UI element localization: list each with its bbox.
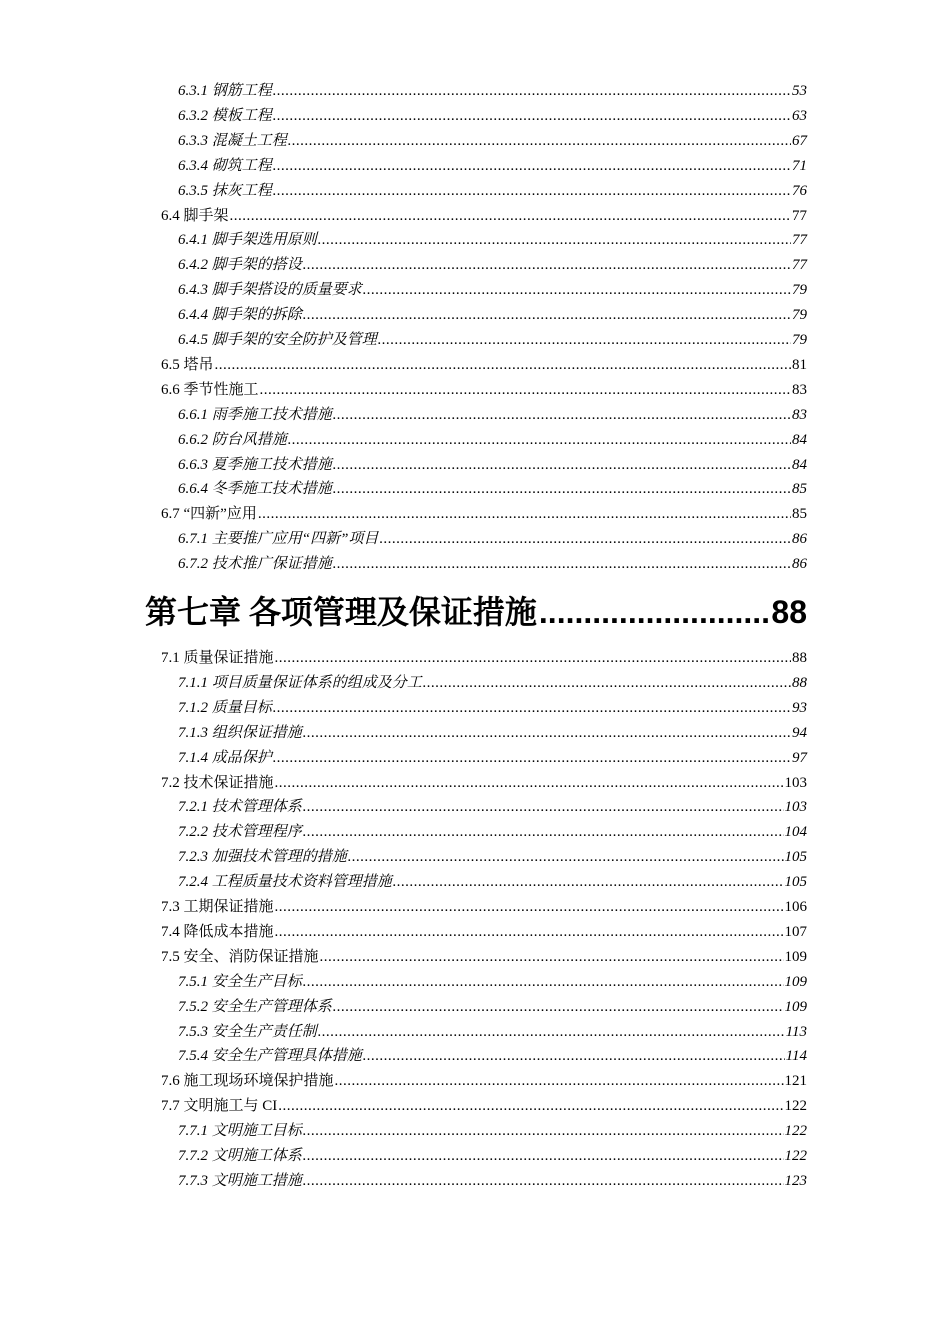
toc-entry[interactable]: [178, 748, 807, 768]
toc-entry-label: 6.4.1 脚手架选用原则: [178, 232, 317, 249]
toc-entry-label: 7.1.3 组织保证措施: [178, 724, 302, 741]
leader-dots: [215, 355, 791, 375]
toc-entry[interactable]: [178, 1022, 807, 1042]
toc-entry[interactable]: [178, 797, 807, 817]
toc-entry-label: 7.5.2 安全生产管理体系: [178, 998, 332, 1015]
toc-entry-page-number: 79: [792, 282, 807, 299]
toc-entry-page-number: 122: [784, 1148, 807, 1164]
toc-entry-page-number: 106: [784, 899, 807, 915]
toc-entry[interactable]: [178, 156, 807, 176]
toc-entry[interactable]: [178, 822, 807, 842]
toc-entry-page-number: 53: [792, 83, 807, 99]
toc-entry[interactable]: [178, 1121, 807, 1141]
toc-entry[interactable]: [178, 698, 807, 718]
toc-entry-page-number: 113: [785, 1023, 807, 1040]
toc-entry[interactable]: [178, 405, 807, 425]
toc-entry-page-number: 79: [792, 332, 807, 348]
toc-entry-label: 7.2.3 加强技术管理的措施: [178, 849, 347, 866]
toc-entry[interactable]: [178, 280, 807, 300]
toc-entry-label: 6.7.2 技术推广保证措施: [178, 556, 332, 573]
leader-dots: [393, 872, 784, 892]
toc-entry-label: 7.7.2 文明施工体系: [178, 1148, 302, 1164]
leader-dots: [539, 590, 772, 634]
toc-entry[interactable]: [178, 106, 807, 126]
chapter-number: 第七章: [145, 594, 242, 630]
leader-dots: [275, 897, 784, 917]
leader-dots: [275, 922, 784, 942]
toc-entry-label: 7.1.2 质量目标: [178, 699, 272, 716]
toc-entry-page-number: 103: [784, 799, 807, 816]
toc-entry-page-number: 109: [784, 998, 807, 1015]
leader-dots: [378, 330, 791, 350]
toc-entry-page-number: 103: [784, 774, 807, 791]
toc-entry-label: 7.2 技术保证措施: [161, 774, 274, 791]
toc-entry[interactable]: [161, 897, 807, 917]
toc-entry-page-number: 104: [784, 824, 807, 841]
toc-entry-label: 6.4 脚手架: [161, 207, 229, 224]
leader-dots: [273, 106, 791, 126]
toc-entry-label: 7.5.3 安全生产责任制: [178, 1023, 317, 1040]
leader-dots: [333, 405, 791, 425]
leader-dots: [288, 131, 791, 151]
toc-entry-label: 6.6.2 防台风措施: [178, 431, 287, 448]
leader-dots: [303, 1121, 784, 1141]
toc-entry[interactable]: [178, 529, 807, 549]
toc-entry-label: 6.3.3 混凝土工程: [178, 132, 287, 149]
toc-entry-label: 7.7 文明施工与 CI: [161, 1098, 278, 1115]
leader-dots: [230, 206, 791, 226]
toc-entry-label: 6.4.5 脚手架的安全防护及管理: [178, 332, 377, 348]
toc-entry-label: 6.6.1 雨季施工技术措施: [178, 406, 332, 423]
toc-entry-label: 7.5 安全、消防保证措施: [161, 948, 319, 965]
toc-entry[interactable]: [178, 1046, 807, 1066]
toc-entry[interactable]: [161, 1071, 807, 1091]
leader-dots: [273, 698, 791, 718]
toc-entry-page-number: 105: [784, 849, 807, 866]
toc-entry-page-number: 63: [792, 107, 807, 124]
leader-dots: [379, 529, 791, 549]
leader-dots: [273, 181, 791, 201]
toc-entry-label: 7.2.4 工程质量技术资料管理措施: [178, 874, 392, 891]
leader-dots: [363, 1046, 785, 1066]
toc-entry-label: 6.6 季节性施工: [161, 381, 259, 398]
toc-entry-page-number: 85: [792, 481, 807, 498]
toc-entry[interactable]: [178, 997, 807, 1017]
toc-entry[interactable]: [178, 872, 807, 892]
toc-entry[interactable]: [178, 305, 807, 325]
leader-dots: [335, 1071, 784, 1091]
leader-dots: [318, 1022, 785, 1042]
toc-entry-page-number: 83: [792, 381, 807, 398]
toc-entry-label: 7.1 质量保证措施: [161, 650, 274, 666]
toc-entry-label: 6.3.5 抹灰工程: [178, 182, 272, 199]
toc-entry[interactable]: [178, 972, 807, 992]
toc-entry-page-number: 109: [784, 973, 807, 990]
leader-dots: [303, 723, 791, 743]
toc-entry-label: 6.7 “四新”应用: [161, 506, 257, 523]
toc-entry-page-number: 76: [792, 182, 807, 199]
toc-entry-page-number: 123: [784, 1172, 807, 1189]
toc-entry-page-number: 81: [792, 356, 807, 373]
toc-entry-page-number: 94: [792, 724, 807, 741]
toc-entry[interactable]: [178, 131, 807, 151]
toc-entry[interactable]: [161, 922, 807, 942]
leader-dots: [273, 81, 791, 101]
toc-entry-page-number: 114: [785, 1048, 807, 1065]
toc-entry-label: 6.3.1 钢筋工程: [178, 83, 272, 99]
toc-entry[interactable]: [161, 773, 807, 793]
leader-dots: [258, 504, 791, 524]
toc-entry-page-number: 122: [784, 1123, 807, 1140]
toc-entry[interactable]: [178, 330, 807, 350]
leader-dots: [320, 947, 784, 967]
toc-entry-label: 6.3.2 模板工程: [178, 107, 272, 124]
toc-entry-label: 6.3.4 砌筑工程: [178, 157, 272, 174]
toc-entry-page-number: 88: [792, 650, 807, 666]
toc-entry[interactable]: [178, 723, 807, 743]
toc-entry-page-number: 77: [792, 257, 807, 274]
toc-entry[interactable]: [178, 1146, 807, 1166]
toc-entry-page-number: 88: [792, 674, 807, 691]
toc-entry-label: 7.6 施工现场环境保护措施: [161, 1073, 334, 1090]
leader-dots: [303, 797, 784, 817]
toc-entry-label: 7.7.1 文明施工目标: [178, 1123, 302, 1140]
toc-entry-label: 6.6.3 夏季施工技术措施: [178, 456, 332, 473]
toc-entry-page-number: 97: [792, 749, 807, 766]
toc-entry-label: 7.7.3 文明施工措施: [178, 1172, 302, 1189]
toc-entry-label: 6.4.2 脚手架的搭设: [178, 257, 302, 274]
toc-entry-page-number: 79: [792, 307, 807, 324]
toc-entry-page-number: 109: [784, 948, 807, 965]
toc-entry-page-number: 86: [792, 556, 807, 573]
toc-entry-page-number: 86: [792, 531, 807, 548]
toc-entry-page-number: 77: [792, 232, 807, 249]
toc-entry[interactable]: [178, 430, 807, 450]
toc-entry-label: 6.4.4 脚手架的拆除: [178, 307, 302, 324]
toc-entry[interactable]: [178, 181, 807, 201]
toc-entry[interactable]: [178, 1171, 807, 1191]
toc-entry[interactable]: [178, 847, 807, 867]
toc-entry[interactable]: [178, 673, 807, 693]
toc-entry-label: 7.1.1 项目质量保证体系的组成及分工: [178, 674, 422, 691]
toc-entry[interactable]: [161, 648, 807, 668]
toc-entry-page-number: 85: [792, 506, 807, 523]
leader-dots: [273, 748, 791, 768]
leader-dots: [348, 847, 784, 867]
toc-entry-page-number: 67: [792, 132, 807, 149]
toc-entry[interactable]: [161, 1096, 807, 1116]
toc-entry-label: 7.2.1 技术管理体系: [178, 799, 302, 816]
toc-entry-page-number: 84: [792, 456, 807, 473]
toc-entry[interactable]: [178, 479, 807, 499]
leader-dots: [333, 479, 791, 499]
toc-entry-label: 6.6.4 冬季施工技术措施: [178, 481, 332, 498]
leader-dots: [363, 280, 791, 300]
toc-entry-label: 6.5 塔吊: [161, 356, 214, 373]
toc-entry[interactable]: [178, 554, 807, 574]
leader-dots: [303, 1171, 784, 1191]
chapter-page-number: 88: [771, 594, 807, 630]
toc-entry-page-number: 71: [792, 157, 807, 174]
toc-entry-label: 7.3 工期保证措施: [161, 899, 274, 915]
toc-entry[interactable]: [178, 81, 807, 101]
toc-entry[interactable]: [161, 355, 807, 375]
leader-dots: [303, 305, 791, 325]
leader-dots: [303, 1146, 784, 1166]
toc-entry-page-number: 122: [784, 1098, 807, 1115]
toc-entry-page-number: 84: [792, 431, 807, 448]
leader-dots: [275, 773, 784, 793]
leader-dots: [273, 156, 791, 176]
leader-dots: [275, 648, 791, 668]
leader-dots: [278, 1096, 783, 1116]
toc-entry[interactable]: [161, 380, 807, 400]
toc-entry-label: 6.7.1 主要推广应用“四新”项目: [178, 531, 379, 548]
toc-entry[interactable]: [178, 455, 807, 475]
toc-entry-page-number: 105: [784, 874, 807, 891]
leader-dots: [260, 380, 791, 400]
chapter-heading[interactable]: [145, 590, 807, 634]
leader-dots: [333, 554, 791, 574]
toc-entry[interactable]: [161, 206, 807, 226]
toc-entry-page-number: 121: [784, 1073, 807, 1090]
toc-entry-label: 7.2.2 技术管理程序: [178, 824, 302, 841]
toc-entry-label: 6.4.3 脚手架搭设的质量要求: [178, 282, 362, 299]
toc-entry[interactable]: [161, 947, 807, 967]
toc-entry[interactable]: [161, 504, 807, 524]
leader-dots: [303, 255, 791, 275]
leader-dots: [333, 455, 791, 475]
leader-dots: [423, 673, 791, 693]
leader-dots: [288, 430, 791, 450]
leader-dots: [303, 972, 784, 992]
toc-entry-label: 7.1.4 成品保护: [178, 749, 272, 766]
leader-dots: [318, 230, 791, 250]
toc-entry-label: 7.4 降低成本措施: [161, 923, 274, 940]
toc-entry[interactable]: [178, 255, 807, 275]
toc-entry[interactable]: [178, 230, 807, 250]
leader-dots: [333, 997, 784, 1017]
toc-entry-label: 7.5.4 安全生产管理具体措施: [178, 1048, 362, 1065]
chapter-title: 各项管理及保证措施: [248, 594, 537, 630]
toc-entry-page-number: 107: [784, 923, 807, 940]
toc-entry-label: 7.5.1 安全生产目标: [178, 973, 302, 990]
leader-dots: [303, 822, 784, 842]
toc-entry-page-number: 93: [792, 699, 807, 716]
toc-entry-page-number: 77: [792, 207, 807, 224]
toc-entry-page-number: 83: [792, 406, 807, 423]
